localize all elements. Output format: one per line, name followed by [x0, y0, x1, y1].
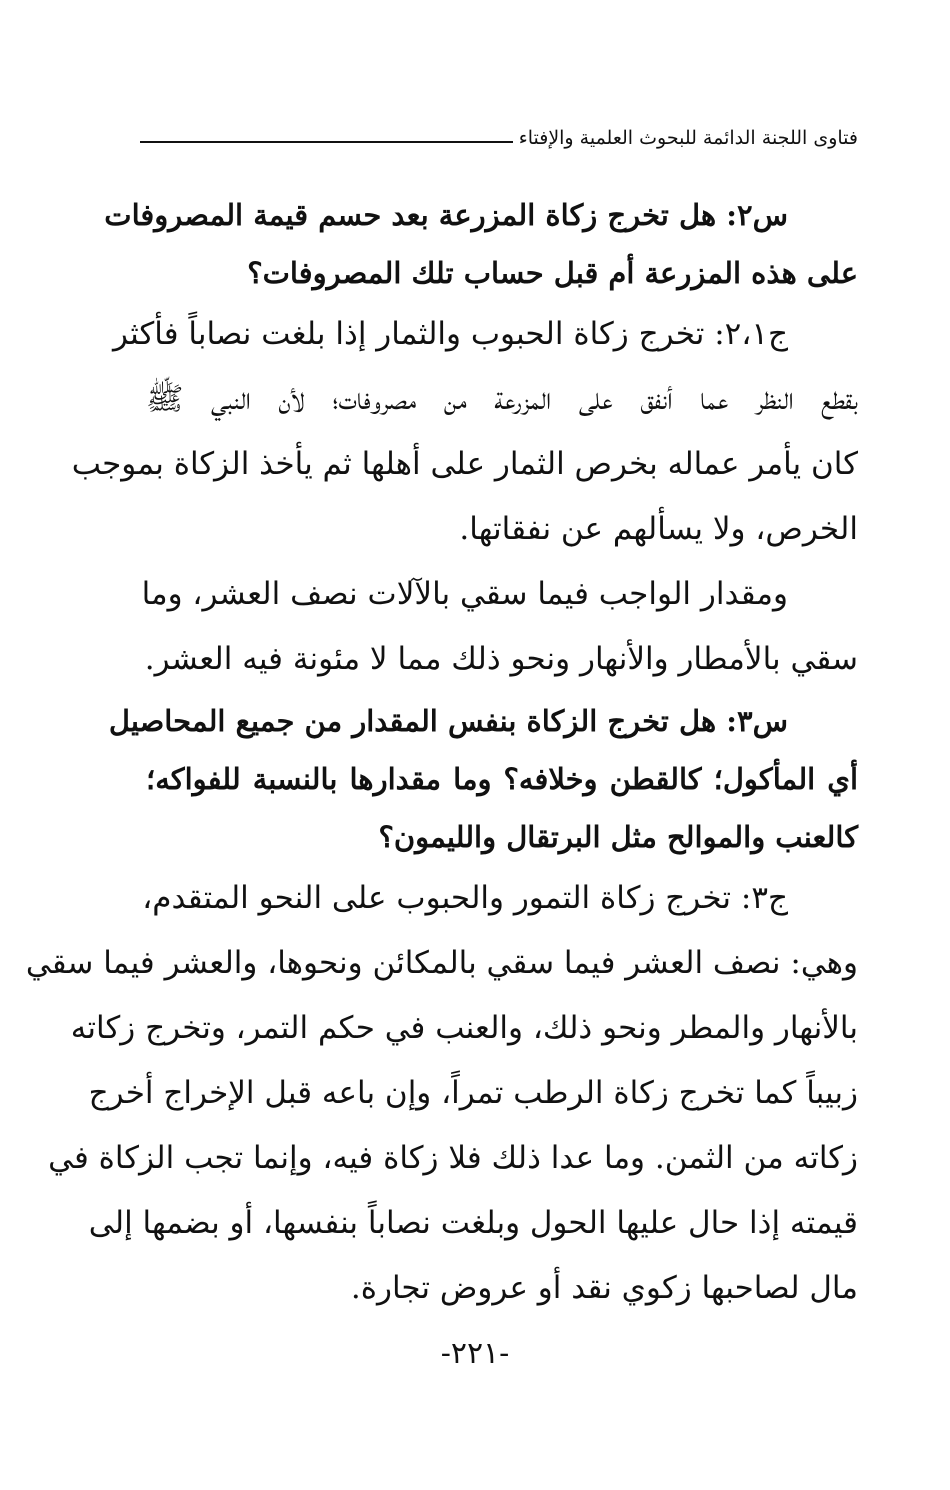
- fatwa-body: [25, 186, 858, 1321]
- answer-3-line: ج٣: تخرج زكاة التمور والحبوب على النحو المتقدم،: [142, 880, 788, 916]
- answer-2-line: ج٢،١: تخرج زكاة الحبوب والثمار إذا بلغت نصاباً فأكثر: [113, 316, 788, 352]
- question-3-line: كالعنب والموالح مثل البرتقال والليمون؟: [378, 820, 858, 854]
- page-number: -٢٢١-: [440, 1336, 510, 1371]
- answer-2-line: ومقدار الواجب فيما سقي بالآلات نصف العشر، وما: [141, 576, 788, 612]
- answer-2-line: بقطع النظر عما أنفق على المزرعة من مصروفات؛ لأن النبي ﷺ: [146, 381, 858, 417]
- answer-3-line: زكاته من الثمن. وما عدا ذلك فلا زكاة فيه، وإنما تجب الزكاة في: [48, 1140, 858, 1176]
- answer-2-line: سقي بالأمطار والأنهار ونحو ذلك مما لا مئونة فيه العشر.: [144, 641, 858, 677]
- answer-2-line: الخرص، ولا يسألهم عن نفقاتها.: [459, 511, 858, 547]
- header-title: فتاوى اللجنة الدائمة للبحوث العلمية والإفتاء: [518, 127, 858, 149]
- answer-2-line: كان يأمر عماله بخرص الثمار على أهلها ثم يأخذ الزكاة بموجب: [71, 446, 858, 482]
- question-3-line: أي المأكول؛ كالقطن وخلافه؟ وما مقدارها بالنسبة للفواكه؛: [146, 762, 858, 796]
- answer-3-line: قيمته إذا حال عليها الحول وبلغت نصاباً بنفسها، أو بضمها إلى: [88, 1205, 858, 1241]
- answer-3-line: بالأنهار والمطر ونحو ذلك، والعنب في حكم التمر، وتخرج زكاته: [70, 1010, 858, 1046]
- question-2-line: على هذه المزرعة أم قبل حساب تلك المصروفات؟: [247, 256, 858, 290]
- running-header: [140, 112, 858, 152]
- question-2-line: س٢: هل تخرج زكاة المزرعة بعد حسم قيمة المصروفات: [104, 198, 788, 232]
- answer-3-line: وهي: نصف العشر فيما سقي بالمكائن ونحوها، والعشر فيما سقي: [25, 945, 858, 981]
- question-3-line: س٣: هل تخرج الزكاة بنفس المقدار من جميع المحاصيل: [108, 704, 788, 738]
- answer-3-line: زبيباً كما تخرج زكاة الرطب تمراً، وإن باعه قبل الإخراج أخرج: [88, 1075, 858, 1111]
- answer-3-line: مال لصاحبها زكوي نقد أو عروض تجارة.: [350, 1270, 858, 1306]
- header-rule: [140, 141, 513, 143]
